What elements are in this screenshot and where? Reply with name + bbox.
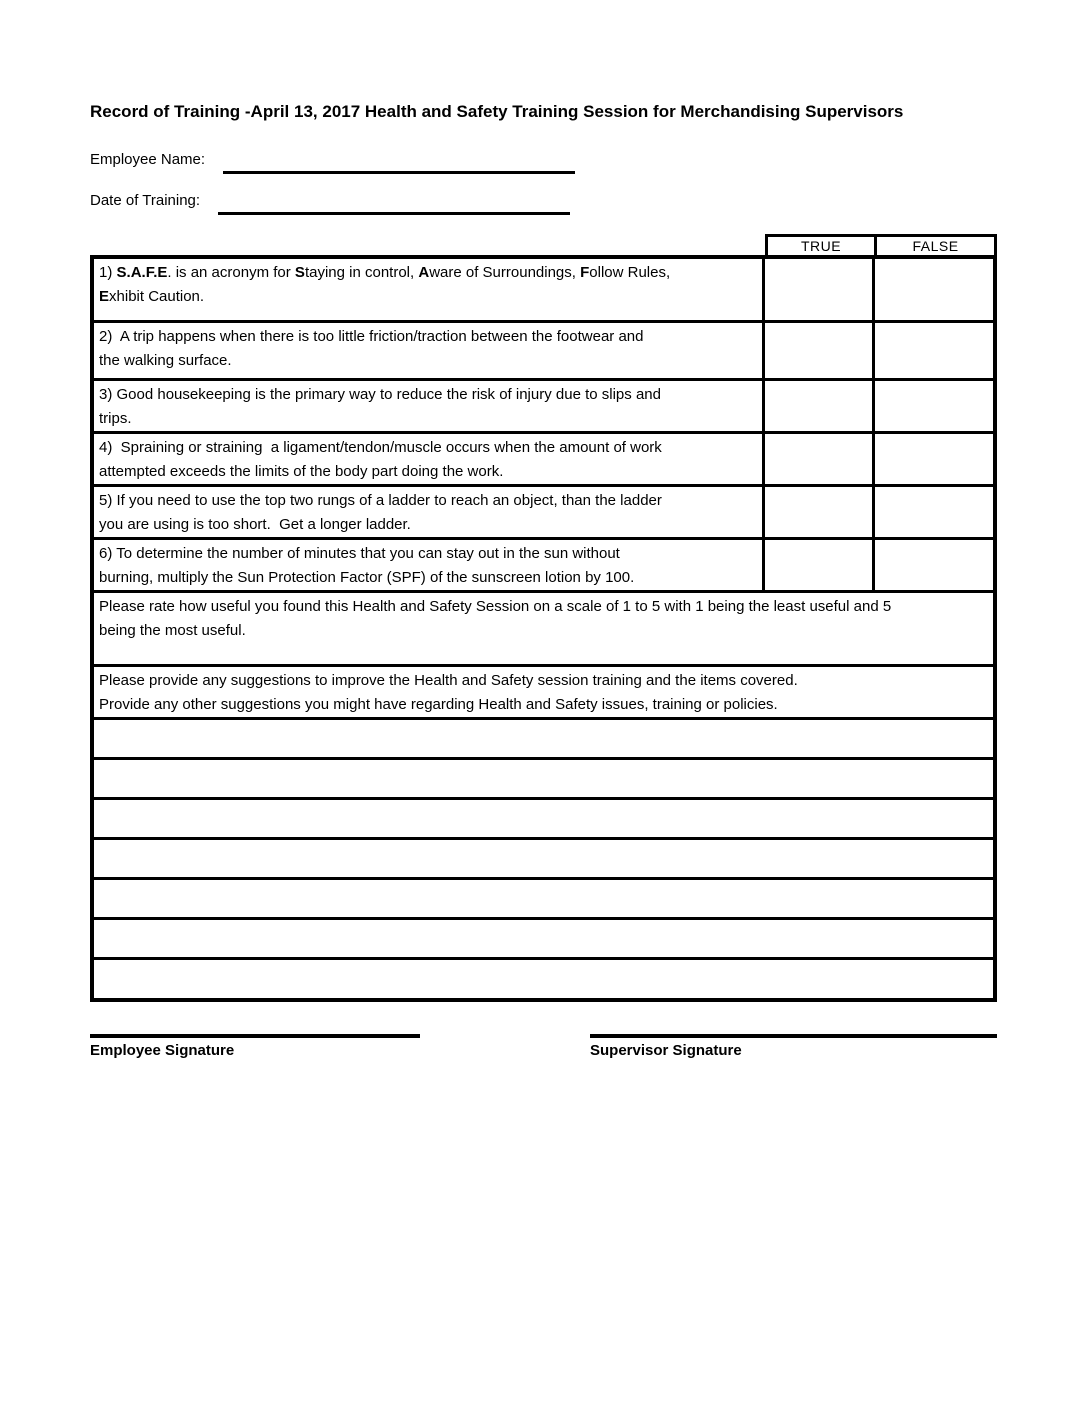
answer-columns-header <box>90 234 997 255</box>
header-spacer <box>90 234 765 255</box>
quiz-row <box>94 381 993 434</box>
statement-text: 5) If you need to use the top two rungs of a ladder to reach an object, than the ladder <box>99 492 662 509</box>
quiz-table <box>90 255 997 1002</box>
suggestion-write-row[interactable] <box>94 760 993 800</box>
date-of-training-input-line[interactable] <box>218 212 570 215</box>
statement-text: burning, multiply the Sun Protection Factor (SPF) of the sunscreen lotion by 100. <box>99 569 635 586</box>
statement-cell <box>94 540 765 590</box>
supervisor-signature-block <box>590 1034 997 1059</box>
true-answer-cell[interactable] <box>765 434 875 484</box>
rating-scale <box>99 643 988 665</box>
suggestion-write-row[interactable] <box>94 800 993 840</box>
suggestions-instructions-line1: Please provide any suggestions to improve the Health and Safety session training and the items covered. <box>99 672 798 689</box>
statement-text: 3) Good housekeeping is the primary way to reduce the risk of injury due to slips and <box>99 386 661 403</box>
statement-text: 6) To determine the number of minutes that you can stay out in the sun without <box>99 545 620 562</box>
employee-signature-block <box>90 1034 420 1059</box>
rating-row <box>94 593 993 667</box>
quiz-row <box>94 323 993 381</box>
statement-cell <box>94 323 765 378</box>
signature-section <box>90 1034 997 1059</box>
quiz-row <box>94 487 993 540</box>
rating-instructions-line2: being the most useful. <box>99 622 246 639</box>
statement-text: 4) Spraining or straining a ligament/tendon/muscle occurs when the amount of work <box>99 439 662 456</box>
true-answer-cell[interactable] <box>765 323 875 378</box>
true-answer-cell[interactable] <box>765 487 875 537</box>
suggestion-write-row[interactable] <box>94 880 993 920</box>
suggestions-instructions-line2: Provide any other suggestions you might have regarding Health and Safety issues, training or policies. <box>99 696 778 713</box>
false-answer-cell[interactable] <box>875 323 993 378</box>
suggestion-write-row[interactable] <box>94 840 993 880</box>
suggestion-write-row[interactable] <box>94 920 993 960</box>
false-answer-cell[interactable] <box>875 540 993 590</box>
employee-signature-label: Employee Signature <box>90 1042 235 1059</box>
employee-name-label: Employee Name: <box>90 151 206 168</box>
statement-text: Exhibit Caution. <box>99 288 205 305</box>
field-date-of-training <box>90 189 997 211</box>
quiz-row <box>94 434 993 487</box>
true-answer-cell[interactable] <box>765 259 875 320</box>
true-answer-cell[interactable] <box>765 540 875 590</box>
statement-text: 1) S.A.F.E. is an acronym for Staying in control, Aware of Surroundings, Follow Rules, <box>99 264 671 281</box>
date-of-training-label: Date of Training: <box>90 192 201 209</box>
true-answer-cell[interactable] <box>765 381 875 431</box>
statement-text: attempted exceeds the limits of the body part doing the work. <box>99 463 504 480</box>
statement-text: 2) A trip happens when there is too little friction/traction between the footwear and <box>99 328 644 345</box>
column-header-true: TRUE <box>765 234 877 255</box>
false-answer-cell[interactable] <box>875 259 993 320</box>
statement-cell <box>94 381 765 431</box>
statement-cell <box>94 434 765 484</box>
statement-text: the walking surface. <box>99 352 232 369</box>
signature-spacer <box>420 1034 590 1059</box>
statement-text: you are using is too short. Get a longer ladder. <box>99 516 411 533</box>
suggestion-write-row[interactable] <box>94 960 993 998</box>
false-answer-cell[interactable] <box>875 381 993 431</box>
quiz-row <box>94 259 993 323</box>
suggestions-row <box>94 667 993 720</box>
quiz-row <box>94 540 993 593</box>
false-answer-cell[interactable] <box>875 434 993 484</box>
rating-instructions-line1: Please rate how useful you found this Health and Safety Session on a scale of 1 to 5 with 1 being the least useful and 5 <box>99 598 892 615</box>
document-title: Record of Training -April 13, 2017 Health and Safety Training Session for Merchandising Supervisors <box>90 102 904 121</box>
false-answer-cell[interactable] <box>875 487 993 537</box>
employee-name-input-line[interactable] <box>223 171 575 174</box>
suggestion-write-row[interactable] <box>94 720 993 760</box>
statement-text: trips. <box>99 410 132 427</box>
statement-cell <box>94 487 765 537</box>
column-header-false: FALSE <box>877 234 997 255</box>
statement-cell <box>94 259 765 320</box>
supervisor-signature-label: Supervisor Signature <box>590 1042 742 1059</box>
field-employee-name <box>90 148 997 170</box>
